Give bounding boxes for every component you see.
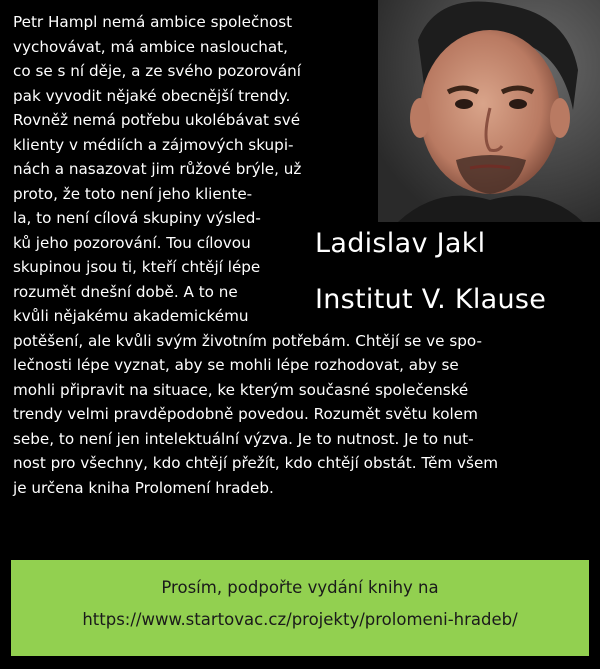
support-banner-text: Prosím, podpořte vydání knihy na [161,578,439,597]
crowdfunding-link[interactable]: https://www.startovac.cz/projekty/prolomeni-hradeb/ [82,610,518,629]
text-line: klienty v médiích a zájmových skupi- [13,135,294,154]
text-line: Rovněž nemá potřebu ukolébávat své [13,111,301,129]
text-line: proto, že toto není jeho kliente- [13,184,253,203]
text-line: ků jeho pozorování. Tou cílovou [13,233,251,252]
text-line: la, to není cílová skupiny výsled- [13,209,261,227]
book-description-text [13,10,588,500]
text-line: vychovávat, má ambice naslouchat, [13,37,288,56]
text-line: nost pro všechny, kdo chtějí přežít, kdo chtějí obstát. Těm všem [13,454,499,472]
text-line: rozumět dnešní době. A to ne [13,282,238,301]
text-line: sebe, to není jen intelektuální výzva. Je to nutnost. Je to nut- [13,429,474,448]
text-line: skupinou jsou ti, kteří chtějí lépe [13,258,261,276]
text-line: co se s ní děje, a ze svého pozorování [13,62,301,80]
text-line: mohli připravit na situace, ke kterým současné společenské [13,380,469,399]
author-institution: Institut V. Klause [315,284,547,315]
text-line: nách a nasazovat jim růžové brýle, už [13,160,302,178]
text-line: trendy velmi pravděpodobně povedou. Rozumět světu kolem [13,405,478,423]
support-banner [11,560,589,656]
text-line: Petr Hampl nemá ambice společnost [13,13,293,31]
text-line: potěšení, ale kvůli svým životním potřebám. Chtějí se ve spo- [13,331,482,350]
text-line: je určena kniha Prolomení hradeb. [13,478,274,497]
author-name: Ladislav Jakl [315,228,486,259]
text-line: pak vyvodit nějaké obecnější trendy. [13,86,291,105]
text-line: kvůli nějakému akademickému [13,307,249,325]
text-line: lečnosti lépe vyznat, aby se mohli lépe rozhodovat, aby se [13,356,459,374]
